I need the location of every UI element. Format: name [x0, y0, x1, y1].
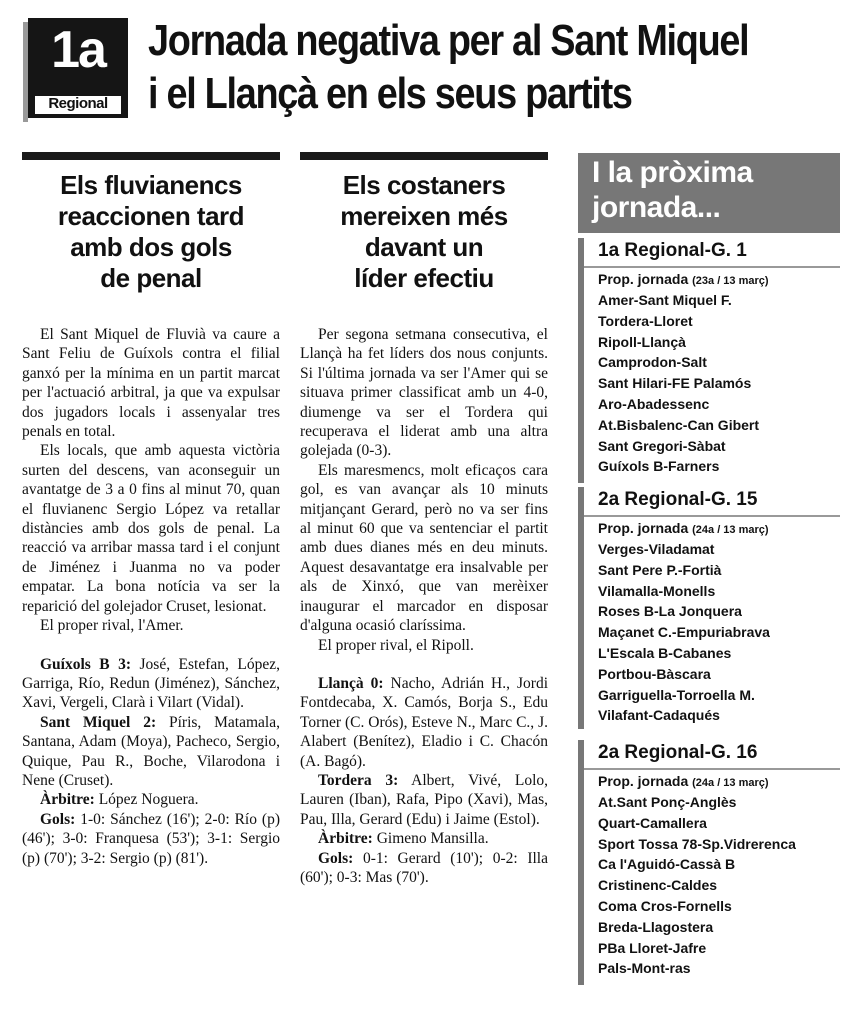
match-item: Pals-Mont-ras [598, 960, 691, 977]
subhead-line: líder efectiu [354, 263, 494, 293]
team-players: Nacho, Adrián H., Jordi Fontdecaba, X. Camós, Borja S., Edu Torner (C. Orós), Esteve N., Marc C., J. Alabert (Benítez), Eladio i C. Chacón (A. Bagó). [300, 674, 548, 770]
match-item: Cristinenc-Caldes [598, 877, 718, 894]
team-players: Albert, Vivé, Lolo, Lauren (Iban), Rafa, Pipo (Xavi), Mas, Pau, Illa, Gerard (Edu) i Jaime (Estol). [300, 771, 549, 828]
group-title: 2a Regional-G. 15 [598, 489, 758, 510]
fixture-group-1 [578, 238, 840, 483]
headline [148, 14, 750, 120]
column-2-subhead [300, 170, 548, 294]
match-item: L'Escala B-Cabanes [598, 644, 732, 661]
next-round-label [598, 271, 769, 287]
headline-line-2: i el Llançà en els seus partits [148, 69, 632, 118]
match-list [598, 792, 796, 979]
match-item: Ripoll-Llançà [598, 333, 686, 350]
subhead-line: amb dos gols [70, 232, 232, 262]
prop-label: Prop. jornada [598, 520, 689, 536]
team-players: José, Estefan, López, Garriga, Río, Redun (Jiménez), Sánchez, Xavi, Vergeli, Clarà i Vilart (Vidal). [22, 655, 280, 712]
match-item: Breda-Llagostera [598, 918, 714, 935]
badge-label: Regional [48, 95, 108, 112]
sidebar-header-text [592, 155, 753, 225]
prop-date: (24a / 13 març) [692, 777, 769, 789]
goals-list: 1-0: Sánchez (16'); 2-0: Río (p) (46'); 3-0: Franquesa (53'); 3-1: Sergio (p) (70'); 3-2: Sergio (p) (81'). [22, 810, 280, 867]
match-item: Tordera-Lloret [598, 312, 693, 329]
match-item: Camprodon-Salt [598, 354, 707, 371]
lineup-home [300, 674, 548, 771]
column-2-body [300, 325, 548, 887]
match-item: At.Sant Ponç-Anglès [598, 794, 737, 810]
paragraph: Per segona setmana consecutiva, el Llançà ha fet líders dos nous conjunts. Si l'última jornada va ser l'Amer qui se situava primer classificat amb un 4-0, diumenge va ser el Tordera qui recuperava el liderat amb una altra golejada (0-3). [300, 326, 548, 460]
match-item: At.Bisbalenc-Can Gibert [598, 416, 760, 433]
goals-list: 0-1: Gerard (10'); 0-2: Illa (60'); 0-3: Mas (70'). [300, 849, 548, 886]
team-name: Guíxols B 3: [40, 655, 132, 673]
team-name: Tordera 3: [318, 771, 399, 789]
subhead-line: davant un [364, 232, 484, 262]
match-item: Sport Tossa 78-Sp.Vidrerenca [598, 835, 796, 852]
next-round-label [598, 773, 769, 789]
lineup-home [22, 655, 280, 713]
prop-date: (24a / 13 març) [692, 524, 769, 536]
subhead-line: Els costaners [342, 170, 506, 200]
match-item: Amer-Sant Miquel F. [598, 292, 732, 308]
prop-label: Prop. jornada [598, 773, 689, 789]
match-item: Guíxols B-Farners [598, 458, 720, 475]
lineup-away [300, 771, 548, 829]
match-item: Garriguella-Torroella M. [598, 686, 755, 703]
column-1-body [22, 325, 280, 868]
match-item: Coma Cros-Fornells [598, 897, 732, 914]
match-list [598, 539, 770, 726]
paragraph: Els maresmencs, molt eficaços cara gol, es van avançar als 10 minuts mitjançant Gerard, però no va ser fins al minut 60 que va sentenciar el partit amb dues dianes més en deu minuts. Aquest desavantatge era insalvable per als de Xinxó, que van merèixer inaugurar el marcador en disposar d'alguna ocasió claríssima. [300, 461, 548, 635]
sidebar-header-line: jornada... [592, 191, 721, 224]
referee-label: Àrbitre: [40, 791, 95, 809]
referee-line [22, 790, 280, 809]
match-item: Aro-Abadessenc [598, 395, 710, 412]
subhead-line: de penal [100, 263, 202, 293]
goals-line [22, 810, 280, 868]
fixture-group-3 [578, 740, 840, 985]
team-name: Sant Miquel 2: [40, 713, 157, 731]
prop-date: (23a / 13 març) [692, 275, 769, 287]
group-title: 2a Regional-G. 16 [598, 742, 758, 763]
match-item: Vilafant-Cadaqués [598, 707, 720, 724]
match-item: Quart-Camallera [598, 814, 707, 831]
lineup-away [22, 713, 280, 791]
referee-name: Gimeno Mansilla. [372, 830, 489, 848]
goals-label: Gols: [318, 849, 354, 867]
sidebar-header-line: I la pròxima [592, 156, 753, 189]
match-item: Ca l'Aguidó-Cassà B [598, 856, 736, 873]
match-item: Verges-Viladamat [598, 541, 715, 557]
match-item: Portbou-Bàscara [598, 665, 711, 682]
headline-line-1: Jornada negativa per al Sant Miquel [148, 16, 749, 65]
team-players: Píris, Matamala, Santana, Adam (Moya), Pacheco, Sergio, Quique, Pau R., Boche, Vilarodona i Nene (Cruset). [22, 713, 280, 789]
next-round-label [598, 520, 769, 536]
paragraph: El proper rival, l'Amer. [40, 617, 184, 635]
match-item: Maçanet C.-Empuriabrava [598, 624, 770, 641]
goals-line [300, 849, 548, 888]
subhead-line: mereixen més [340, 201, 508, 231]
column-2-rule [300, 152, 548, 160]
match-item: Sant Hilari-FE Palamós [598, 375, 752, 392]
paragraph: El proper rival, el Ripoll. [318, 636, 474, 654]
subhead-line: reaccionen tard [57, 201, 245, 231]
team-name: Llançà 0: [318, 674, 384, 692]
paragraph: Els locals, que amb aquesta victòria surten del descens, van aconseguir un avantatge de 3 a 0 fins al minut 70, quan el fluvianenc Sergio López va retallar distàncies amb dos gols de penal. La reacció va arribar massa tard i el conjunt de Jiménez i Juanma no va poder empatar. La bona notícia va ser la reparició del golejador Cruset, lesionat. [22, 442, 280, 615]
fixture-group-2 [578, 487, 840, 729]
match-list [598, 290, 759, 477]
subhead-line: Els fluvianencs [60, 170, 242, 200]
referee-line [300, 829, 548, 848]
match-item: PBa Lloret-Jafre [598, 939, 707, 956]
badge-number: 1a [51, 21, 105, 79]
column-1-rule [22, 152, 280, 160]
referee-label: Àrbitre: [318, 830, 373, 848]
paragraph: El Sant Miquel de Fluvià va caure a Sant Feliu de Guíxols contra el filial ganxó per la mínima en un partit marcat per l'actuació arbitral, ja que va expulsar dos jugadors locals i assenyalar tres penals en total. [22, 326, 280, 441]
group-title: 1a Regional-G. 1 [598, 240, 747, 261]
match-item: Vilamalla-Monells [598, 582, 716, 599]
match-item: Sant Pere P.-Fortià [598, 561, 722, 578]
referee-name: López Noguera. [94, 791, 199, 809]
column-1-subhead [22, 170, 280, 294]
match-item: Roses B-La Jonquera [598, 603, 742, 620]
match-item: Sant Gregori-Sàbat [598, 437, 726, 454]
prop-label: Prop. jornada [598, 271, 689, 287]
goals-label: Gols: [40, 810, 76, 828]
